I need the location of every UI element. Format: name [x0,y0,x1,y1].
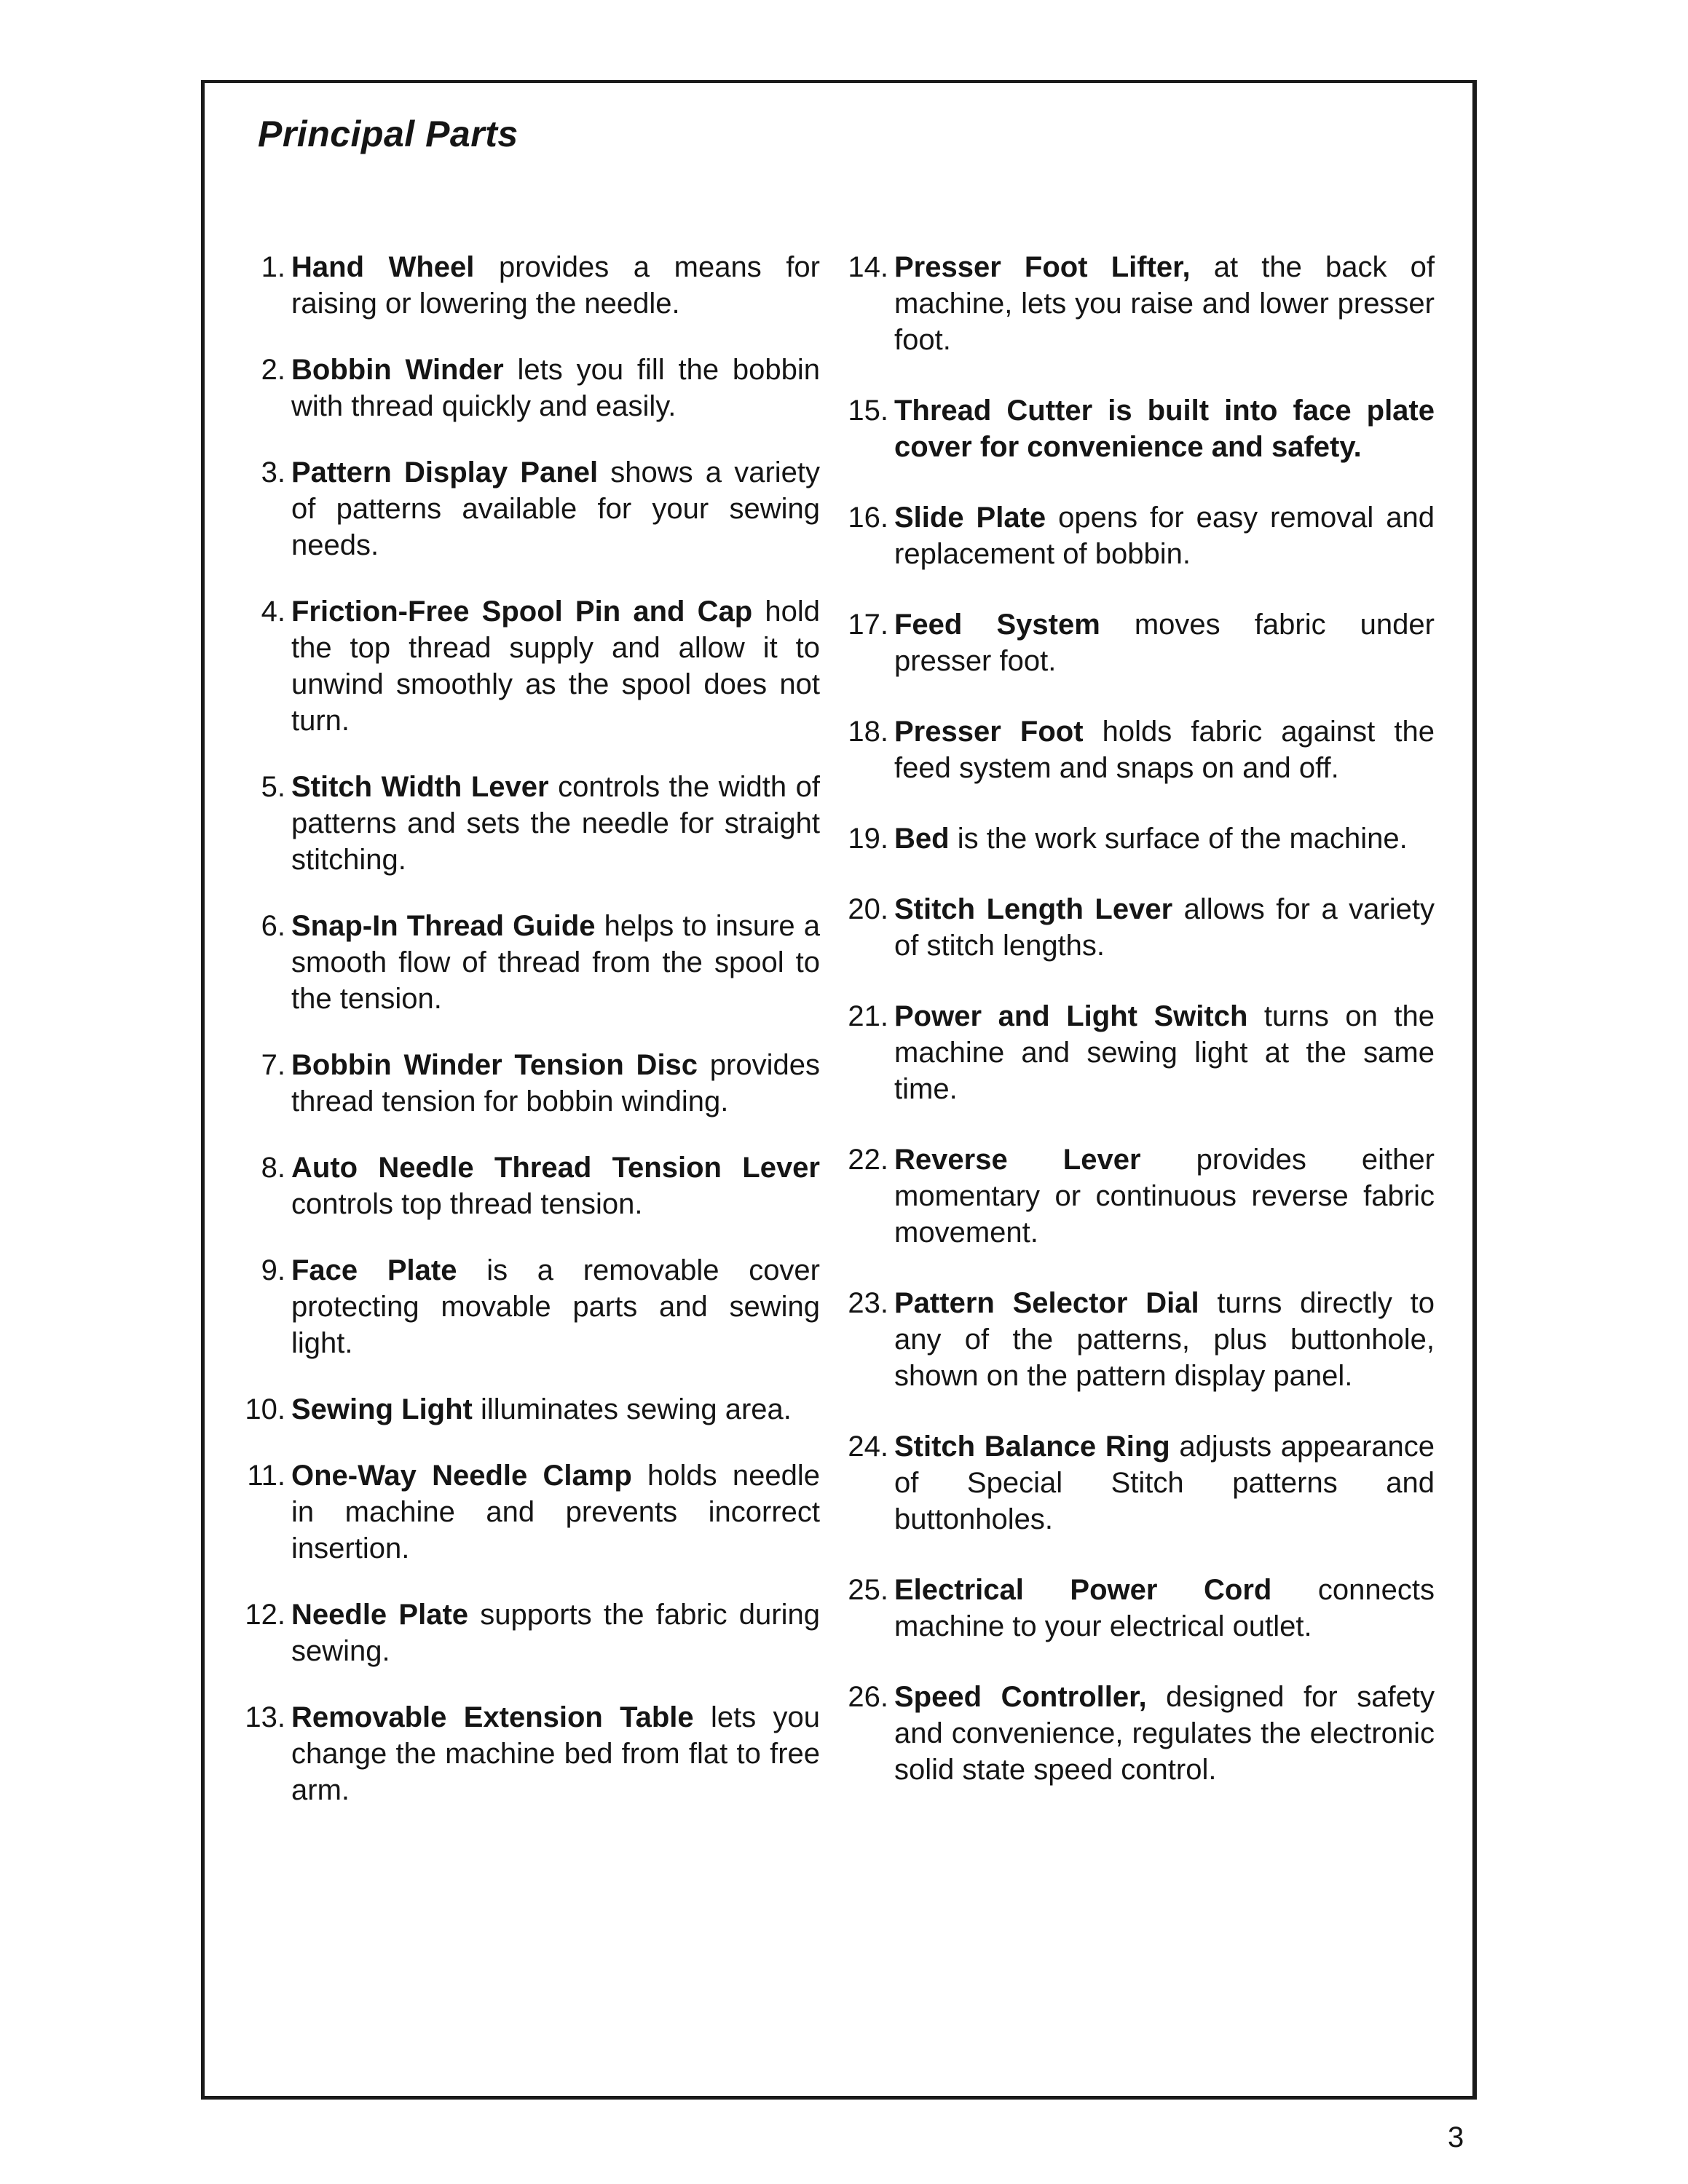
part-description: supports the fabric during sewing. [291,1599,820,1667]
part-item [836,606,1435,679]
part-term: Presser Foot [894,716,1084,748]
part-number: 15. [848,395,888,427]
part-description: at the back of machine, lets you raise and lower presser foot. [894,251,1435,356]
part-description: provides thread tension for bobbin winding. [291,1049,820,1117]
part-item [836,1428,1435,1538]
part-term: Snap-In Thread Guide [291,910,596,942]
part-number: 20. [848,893,888,925]
part-number: 16. [848,502,888,534]
part-description: hold the top thread supply and allow it to unwind smoothly as the spool does not turn. [291,596,820,737]
part-item [836,392,1435,465]
part-number: 22. [848,1144,888,1176]
part-term: Pattern Display Panel [291,456,599,488]
part-number: 5. [261,771,285,803]
part-description: lets you change the machine bed from flat to free arm. [291,1701,820,1806]
part-item [233,1457,820,1567]
part-term: Hand Wheel [291,251,475,283]
part-item [836,713,1435,786]
part-term: Pattern Selector Dial [894,1287,1199,1319]
part-description: illuminates sewing area. [472,1393,792,1425]
part-description: provides either momentary or continuous reverse fabric movement. [894,1144,1435,1249]
part-description: holds needle in machine and prevents incorrect insertion. [291,1460,820,1564]
part-number: 17. [848,609,888,641]
part-item [836,1679,1435,1788]
part-term: Stitch Width Lever [291,771,549,803]
part-term: Friction-Free Spool Pin and Cap [291,596,753,628]
part-description: turns on the machine and sewing light at the same time. [894,1000,1435,1105]
part-description: allows for a variety of stitch lengths. [894,893,1435,962]
part-description: moves fabric under presser foot. [894,609,1435,677]
part-item [233,1150,820,1222]
parts-list-left [233,249,820,1838]
part-number: 21. [848,1000,888,1032]
part-number: 12. [245,1599,285,1631]
page-number: 3 [1448,2121,1464,2153]
part-term: Stitch Length Lever [894,893,1173,925]
part-number: 13. [245,1701,285,1733]
part-description: opens for easy removal and replacement of bobbin. [894,502,1435,570]
part-number: 2. [261,354,285,386]
part-number: 7. [261,1049,285,1081]
part-item [836,1572,1435,1645]
part-term: Feed System [894,609,1100,641]
parts-list-right [836,249,1435,1822]
part-item [233,352,820,424]
part-item [836,249,1435,358]
part-description: turns directly to any of the patterns, plus buttonhole, shown on the pattern display panel. [894,1287,1435,1392]
part-term: Presser Foot Lifter, [894,251,1191,283]
part-description: is the work surface of the machine. [949,823,1408,855]
part-term: Speed Controller, [894,1681,1147,1713]
part-term: One-Way Needle Clamp [291,1460,632,1492]
part-term: Reverse Lever [894,1144,1141,1176]
part-term: Auto Needle Thread Tension Lever [291,1152,820,1184]
part-item [233,1597,820,1669]
part-number: 9. [261,1254,285,1286]
part-item [233,1391,820,1428]
part-item [233,1252,820,1361]
part-number: 11. [247,1460,285,1492]
part-term: Face Plate [291,1254,457,1286]
part-item [233,908,820,1017]
part-term: Removable Extension Table [291,1701,694,1733]
part-term: Sewing Light [291,1393,473,1425]
part-term: Electrical Power Cord [894,1574,1272,1606]
part-description: controls the width of patterns and sets the needle for straight stitching. [291,771,821,876]
part-description: holds fabric against the feed system and snaps on and off. [894,716,1435,784]
page-title: Principal Parts [258,114,518,154]
part-description: connects machine to your electrical outlet. [894,1574,1435,1642]
part-term: Power and Light Switch [894,1000,1248,1032]
part-item [233,593,820,739]
part-item [836,1285,1435,1394]
part-term: Thread Cutter is built into face plate cover for convenience and safety. [894,395,1435,463]
part-item [233,454,820,563]
part-description: helps to insure a smooth flow of thread from the spool to the tension. [291,910,820,1015]
part-term: Slide Plate [894,502,1046,534]
part-term: Needle Plate [291,1599,469,1631]
part-item [233,1699,820,1808]
part-description: shows a variety of patterns available for your sewing needs. [291,456,821,561]
part-item [233,1047,820,1120]
part-number: 26. [848,1681,888,1713]
part-item [836,820,1435,857]
part-number: 3. [261,456,285,488]
part-number: 8. [261,1152,285,1184]
part-number: 1. [261,251,285,283]
part-item [233,769,820,878]
part-number: 25. [848,1574,888,1606]
part-description: adjusts appearance of Special Stitch patterns and buttonholes. [894,1431,1435,1535]
part-description: designed for safety and convenience, regulates the electronic solid state speed control. [894,1681,1435,1786]
part-term: Stitch Balance Ring [894,1431,1170,1463]
part-term: Bed [894,823,950,855]
part-description: controls top thread tension. [291,1188,643,1220]
part-number: 10. [245,1393,285,1425]
part-number: 14. [848,251,888,283]
part-item [836,891,1435,964]
part-term: Bobbin Winder Tension Disc [291,1049,698,1081]
part-number: 18. [848,716,888,748]
part-item [836,998,1435,1107]
part-description: is a removable cover protecting movable parts and sewing light. [291,1254,821,1359]
part-number: 23. [848,1287,888,1319]
part-number: 19. [848,823,888,855]
part-description: lets you fill the bobbin with thread quickly and easily. [291,354,820,422]
part-number: 24. [848,1431,888,1463]
part-term: Bobbin Winder [291,354,504,386]
part-item [836,499,1435,572]
part-number: 4. [261,596,285,628]
part-item [233,249,820,322]
part-item [836,1142,1435,1251]
part-description: provides a means for raising or lowering the needle. [291,251,820,320]
part-number: 6. [261,910,285,942]
